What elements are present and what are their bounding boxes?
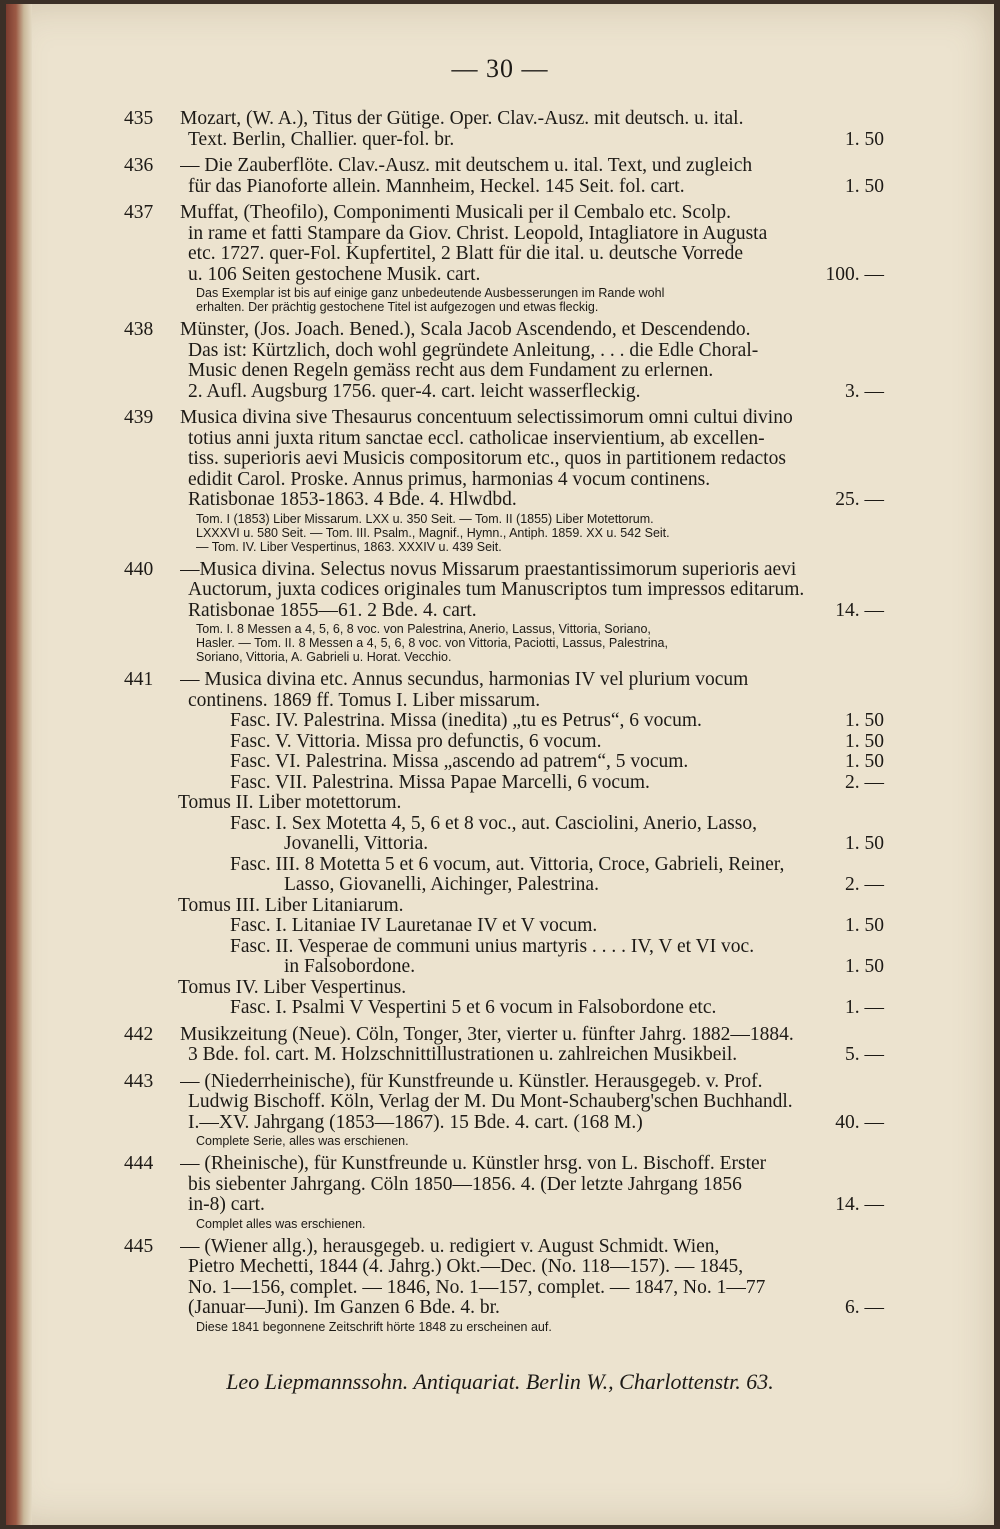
entry-line: [180, 1195, 884, 1216]
entry-text: Lasso, Giovanelli, Aichinger, Palestrina.: [284, 875, 599, 895]
catalog-page: [6, 4, 994, 1525]
entry-note: [196, 286, 884, 314]
entry-line: [180, 670, 884, 691]
entry-price: [816, 978, 884, 999]
catalog-entry: [124, 1154, 884, 1231]
entry-line: [170, 793, 884, 814]
entry-line: [180, 601, 884, 622]
entry-text: continens. 1869 ff. Tomus I. Liber missarum.: [188, 690, 541, 711]
entry-text: Fasc. VII. Palestrina. Missa Papae Marcelli, 6 vocum.: [230, 772, 650, 793]
entry-text: edidit Carol. Proske. Annus primus, harmonias 4 vocum continens.: [188, 469, 711, 490]
entry-note-line: Soriano, Vittoria, A. Gabrieli u. Horat. Vecchio.: [196, 650, 452, 664]
entry-line: [180, 244, 884, 265]
entry-price: [816, 1278, 884, 1299]
entry-price: 1. 50: [845, 175, 884, 197]
entry-text: Fasc. I. Psalmi V Vespertini 5 et 6 vocum in Falsobordone etc.: [230, 998, 717, 1018]
entry-text: 3 Bde. fol. cart. M. Holzschnittillustrationen u. zahlreichen Musikbeil.: [188, 1045, 738, 1065]
entry-line: [180, 560, 884, 581]
entry-line: [180, 711, 884, 732]
entry-line: [180, 1045, 884, 1066]
entry-number: 436: [124, 155, 154, 176]
entry-text: für das Pianoforte allein. Mannheim, Heckel. 145 Seit. fol. cart.: [188, 176, 685, 197]
entry-price: 1. 50: [845, 956, 884, 977]
entry-price: 1. 50: [845, 751, 884, 772]
entry-line: [180, 1113, 884, 1134]
entry-number: 440: [124, 558, 154, 580]
entry-price: [816, 470, 884, 491]
entry-body: [180, 109, 884, 150]
entry-note-line: LXXXVI u. 580 Seit. — Tom. III. Psalm., Magnif., Hymn., Antiph. 1859. XX u. 542 Seit.: [196, 525, 670, 540]
entry-note: [196, 1217, 884, 1231]
entry-body: [180, 560, 884, 665]
entry-price: [816, 896, 884, 917]
entry-line: [180, 814, 884, 835]
entry-text: I.—XV. Jahrgang (1853—1867). 15 Bde. 4. cart. (168 M.): [188, 1112, 643, 1133]
catalog-entry: [124, 156, 884, 197]
entry-price: [816, 1092, 884, 1113]
entry-price: [816, 1072, 884, 1093]
page-binding-edge: [6, 4, 32, 1525]
entry-line: [180, 1092, 884, 1113]
entry-line: [180, 1237, 884, 1258]
entry-price: [816, 1154, 884, 1175]
entry-price: [816, 341, 884, 362]
entry-note-line: Diese 1841 begonnene Zeitschrift hörte 1848 zu erscheinen auf.: [196, 1319, 552, 1334]
entry-text: Fasc. III. 8 Motetta 5 et 6 vocum, aut. Vittoria, Croce, Gabrieli, Reiner,: [230, 854, 785, 875]
entry-price: [816, 793, 884, 814]
entry-price: [816, 244, 884, 265]
entry-line: [180, 382, 884, 403]
entry-body: [180, 1154, 884, 1231]
entry-text: Auctorum, juxta codices originales tum Manuscriptos tum impressos editarum.: [188, 580, 805, 600]
entry-number: 439: [124, 407, 154, 428]
entry-body: [180, 1237, 884, 1334]
entry-text: (Januar—Juni). Im Ganzen 6 Bde. 4. br.: [188, 1298, 500, 1318]
catalog-entry: [124, 1237, 884, 1334]
entry-line: [180, 1025, 884, 1046]
entry-text: 2. Aufl. Augsburg 1756. quer-4. cart. leicht wasserfleckig.: [188, 381, 641, 402]
entry-price: 3. —: [845, 380, 884, 402]
entry-number: 443: [124, 1070, 154, 1092]
entry-note-line: erhalten. Der prächtig gestochene Titel ist aufgezogen und etwas fleckig.: [196, 300, 599, 314]
entry-text: Fasc. I. Sex Motetta 4, 5, 6 et 8 voc., aut. Casciolini, Anerio, Lasso,: [230, 813, 757, 834]
entry-line: [180, 580, 884, 601]
entry-body: [180, 1072, 884, 1149]
entry-line: [180, 361, 884, 382]
entry-price: [816, 580, 884, 601]
entry-line: [180, 732, 884, 753]
entry-text: Jovanelli, Vittoria.: [284, 834, 429, 854]
entry-line: [180, 1298, 884, 1319]
entry-price: [816, 156, 884, 177]
entry-number: 445: [124, 1235, 154, 1257]
catalog-entry: [124, 320, 884, 402]
entry-note: [196, 622, 884, 664]
entry-price: 25. —: [835, 489, 884, 510]
entry-text: totius anni juxta ritum sanctae eccl. catholicae inservientium, ab excellen-: [188, 428, 765, 449]
entry-text: Musikzeitung (Neue). Cöln, Tonger, 3ter, vierter u. fünfter Jahrg. 1882—1884.: [180, 1024, 794, 1045]
entry-price: 1. 50: [845, 710, 884, 731]
entry-line: [180, 490, 884, 511]
entry-line: [180, 408, 884, 429]
entry-body: [180, 1025, 884, 1066]
entry-body: [180, 320, 884, 402]
entry-text: Tomus IV. Liber Vespertinus.: [178, 977, 407, 998]
entry-price: 6. —: [845, 1297, 884, 1318]
entry-price: [816, 320, 884, 341]
entry-price: [816, 855, 884, 876]
entry-price: [816, 670, 884, 691]
entry-body: [180, 156, 884, 197]
entry-line: [180, 752, 884, 773]
entry-line: [180, 224, 884, 245]
entry-price: [816, 691, 884, 712]
entry-line: [180, 998, 884, 1019]
entry-line: [180, 773, 884, 794]
entry-line: [180, 691, 884, 712]
entry-text: Das ist: Kürtzlich, doch wohl gegründete Anleitung, . . . die Edle Choral-: [188, 340, 759, 361]
entry-price: [816, 449, 884, 470]
entry-line: [180, 834, 884, 855]
entry-price: 40. —: [835, 1111, 884, 1133]
entry-text: Münster, (Jos. Joach. Bened.), Scala Jacob Ascendendo, et Descendendo.: [180, 320, 751, 340]
entry-line: [180, 470, 884, 491]
entry-price: [816, 814, 884, 835]
entry-body: [180, 670, 884, 1019]
entry-price: 5. —: [845, 1044, 884, 1065]
entry-text: — (Wiener allg.), herausgegeb. u. redigiert v. August Schmidt. Wien,: [180, 1236, 720, 1257]
entry-text: in Falsobordone.: [284, 957, 416, 977]
entry-text: Fasc. IV. Palestrina. Missa (inedita) „tu es Petrus“, 6 vocum.: [230, 711, 702, 731]
entry-price: [816, 937, 884, 958]
entry-line: [180, 1072, 884, 1093]
entry-text: Music denen Regeln gemäss recht aus dem Fundament zu erlernen.: [188, 361, 714, 381]
entry-line: [180, 855, 884, 876]
entry-line: [180, 156, 884, 177]
entry-line: [180, 177, 884, 198]
entry-number: 444: [124, 1153, 154, 1174]
entry-line: [180, 1278, 884, 1299]
entry-text: Mozart, (W. A.), Titus der Gütige. Oper. Clav.-Ausz. mit deutsch. u. ital.: [180, 109, 744, 129]
entry-number: 442: [124, 1023, 154, 1045]
entry-price: [816, 560, 884, 581]
entry-line: [180, 109, 884, 130]
entry-note: [196, 1320, 884, 1334]
entry-text: in-8) cart.: [188, 1195, 265, 1215]
entry-text: Musica divina sive Thesaurus concentuum selectissimorum omni cultui divino: [180, 408, 793, 428]
entry-text: Fasc. V. Vittoria. Missa pro defunctis, 6 vocum.: [230, 731, 602, 752]
catalog-entry: [124, 1025, 884, 1066]
entry-text: Tomus III. Liber Litaniarum.: [178, 895, 404, 916]
page-number: — 30 —: [451, 54, 549, 83]
catalog-entry: [124, 109, 884, 150]
entry-text: — Die Zauberflöte. Clav.-Ausz. mit deutschem u. ital. Text, und zugleich: [180, 156, 753, 176]
entry-price: [816, 1237, 884, 1258]
entry-text: etc. 1727. quer-Fol. Kupfertitel, 2 Blatt für die ital. u. deutsche Vorrede: [188, 244, 744, 264]
entry-text: Text. Berlin, Challier. quer-fol. br.: [188, 129, 455, 150]
entry-text: Tomus II. Liber motettorum.: [178, 793, 402, 813]
entry-line: [180, 1257, 884, 1278]
entry-price: 1. 50: [845, 730, 884, 752]
entry-line: [180, 130, 884, 151]
entry-line: [180, 341, 884, 362]
entry-number: 441: [124, 669, 154, 690]
entry-line: [180, 875, 884, 896]
entry-price: 14. —: [835, 599, 884, 621]
entry-body: [180, 408, 884, 554]
entry-price: [816, 429, 884, 450]
entry-price: [816, 1025, 884, 1046]
entry-price: [816, 1175, 884, 1196]
entry-price: 2. —: [845, 771, 884, 793]
entry-line: [170, 978, 884, 999]
entry-line: [180, 449, 884, 470]
entry-note-line: Hasler. — Tom. II. 8 Messen a 4, 5, 6, 8 voc. von Vittoria, Paciotti, Lassus, Palestrina,: [196, 636, 668, 650]
entry-note-line: Tom. I. 8 Messen a 4, 5, 6, 8 voc. von Palestrina, Anerio, Lassus, Vittoria, Soriano,: [196, 622, 651, 636]
entry-line: [180, 429, 884, 450]
entry-note-line: Complet alles was erschienen.: [196, 1216, 366, 1231]
entry-line: [170, 896, 884, 917]
entry-text: tiss. superioris aevi Musicis compositorum etc., quos in partitionem redactos: [188, 449, 786, 469]
entry-price: 14. —: [835, 1194, 884, 1215]
entry-line: [180, 1154, 884, 1175]
entry-number: 437: [124, 202, 154, 223]
entry-text: Fasc. VI. Palestrina. Missa „ascendo ad patrem“, 5 vocum.: [230, 752, 689, 772]
entry-price: [816, 1257, 884, 1278]
entry-line: [180, 320, 884, 341]
entry-price: [816, 361, 884, 382]
entry-price: 1. 50: [845, 833, 884, 854]
entry-price: 1. 50: [845, 128, 884, 150]
entry-line: [180, 203, 884, 224]
entry-text: Ludwig Bischoff. Köln, Verlag der M. Du Mont-Schauberg'schen Buchhandl.: [188, 1092, 793, 1112]
catalog-entry: [124, 1072, 884, 1149]
entry-text: Muffat, (Theofilo), Componimenti Musicali per il Cembalo etc. Scolp.: [180, 203, 731, 223]
entry-price: 100. —: [825, 263, 884, 285]
catalog-entry: [124, 670, 884, 1019]
entry-line: [180, 1175, 884, 1196]
entry-text: —Musica divina. Selectus novus Missarum praestantissimorum superioris aevi: [180, 559, 797, 580]
entry-line: [180, 916, 884, 937]
entry-note-line: — Tom. IV. Liber Vespertinus, 1863. XXXIV u. 439 Seit.: [196, 539, 502, 554]
entry-text: — (Rheinische), für Kunstfreunde u. Künstler hrsg. von L. Bischoff. Erster: [180, 1154, 767, 1174]
entry-text: Fasc. I. Litaniae IV Lauretanae IV et V vocum.: [230, 916, 598, 936]
entry-note-line: Das Exemplar ist bis auf einige ganz unbedeutende Ausbesserungen im Rande wohl: [196, 286, 665, 300]
entry-text: Fasc. II. Vesperae de communi unius martyris . . . . IV, V et VI voc.: [230, 936, 755, 957]
entry-text: bis siebenter Jahrgang. Cöln 1850—1856. 4. (Der letzte Jahrgang 1856: [188, 1174, 742, 1195]
catalog-entry: [124, 203, 884, 314]
catalog-entry: [124, 408, 884, 554]
entry-text: in rame et fatti Stampare da Giov. Christ. Leopold, Intagliatore in Augusta: [188, 223, 768, 244]
entry-price: 2. —: [845, 874, 884, 895]
entry-body: [180, 203, 884, 314]
publisher-footer: Leo Liepmannssohn. Antiquariat. Berlin W., Charlottenstr. 63.: [226, 1369, 774, 1394]
entry-text: — Musica divina etc. Annus secundus, harmonias IV vel plurium vocum: [180, 670, 749, 690]
entry-text: Ratisbonae 1855—61. 2 Bde. 4. cart.: [188, 600, 477, 621]
entry-price: [816, 408, 884, 429]
entry-text: u. 106 Seiten gestochene Musik. cart.: [188, 264, 481, 285]
entry-price: [816, 203, 884, 224]
entry-number: 438: [124, 319, 154, 340]
entry-note: [196, 1134, 884, 1148]
entry-line: [180, 937, 884, 958]
entry-price: [816, 109, 884, 130]
entry-price: 1. 50: [845, 915, 884, 936]
entry-text: — (Niederrheinische), für Kunstfreunde u. Künstler. Herausgegeb. v. Prof.: [180, 1071, 763, 1092]
entry-note-line: Complete Serie, alles was erschienen.: [196, 1134, 409, 1148]
entry-line: [180, 265, 884, 286]
entry-note-line: Tom. I (1853) Liber Missarum. LXX u. 350 Seit. — Tom. II (1855) Liber Motettorum.: [196, 511, 654, 526]
catalog-entries: [124, 109, 884, 1340]
entry-text: Ratisbonae 1853-1863. 4 Bde. 4. Hlwdbd.: [188, 490, 517, 510]
catalog-entry: [124, 560, 884, 665]
entry-number: 435: [124, 108, 154, 129]
entry-text: Pietro Mechetti, 1844 (4. Jahrg.) Okt.—Dec. (No. 118—157). — 1845,: [188, 1257, 744, 1277]
entry-text: No. 1—156, complet. — 1846, No. 1—157, complet. — 1847, No. 1—77: [188, 1277, 766, 1298]
entry-line: [180, 957, 884, 978]
entry-note: [196, 512, 884, 554]
entry-price: 1. —: [845, 997, 884, 1018]
entry-price: [816, 224, 884, 245]
